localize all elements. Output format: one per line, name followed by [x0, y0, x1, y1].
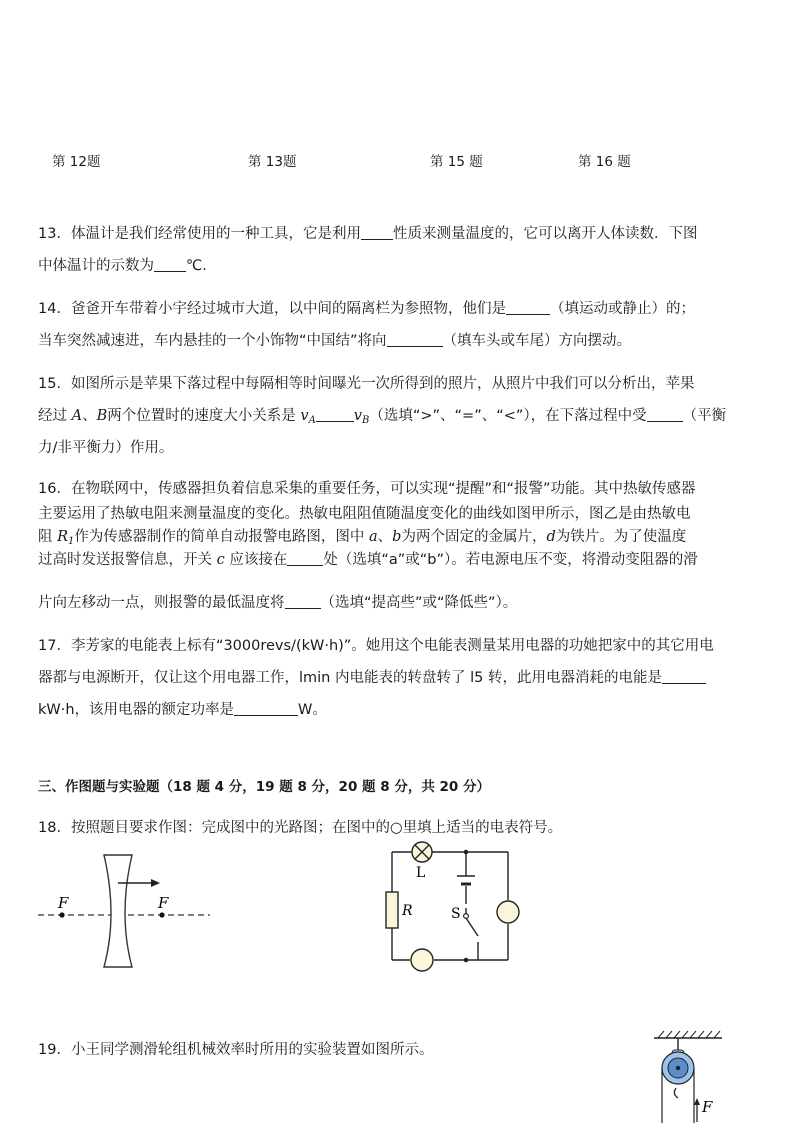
q14-line-1: 14．爸爸开车带着小宇经过城市大道，以中间的隔离栏为参照物，他们是 （填运动或静止）的； [38, 301, 695, 317]
resistor-label: R [402, 903, 413, 919]
q14-blank-2[interactable] [387, 332, 443, 347]
meter-circle-right[interactable] [497, 901, 519, 923]
junction-dot [464, 850, 469, 855]
q15-blank-1[interactable] [316, 407, 354, 422]
resistor-icon [386, 892, 398, 928]
q13-line-2: 中体温计的示数为 ℃. [38, 258, 207, 274]
pulley-axle [676, 1066, 680, 1070]
q16-line-1: 16．在物联网中，传感器担负着信息采集的重要任务，可以实现“提醒”和“报警”功能。其中热敏传感器 [38, 481, 696, 497]
q13-line-1: 13．体温计是我们经常使用的一种工具，它是利用 性质来测量温度的，它可以离开人体读数．下图 [38, 226, 698, 242]
q16-line-5: 片向左移动一点，则报警的最低温度将 （选填“提高些”或“降低些”）。 [38, 595, 518, 611]
q15-line-2: 经过 A、B两个位置时的速度大小关系是 $v_A$ $v_B$（选填“>”、“=”、“<”），在下落过程中受 （平衡 [38, 408, 727, 426]
q15-blank-2[interactable] [647, 407, 683, 422]
q16-blank-1[interactable] [287, 551, 323, 566]
q18-text: 18．按照题目要求作图：完成图中的光路图；在图中的○里填上适当的电表符号。 [38, 820, 563, 836]
focal-label-left: F [58, 894, 69, 912]
q19-text: 19．小王同学测滑轮组机械效率时所用的实验装置如图所示。 [38, 1042, 434, 1058]
q15-line-3: 力/非平衡力）作用。 [38, 440, 174, 456]
focal-point-right [159, 912, 164, 917]
ray-arrow-icon [151, 879, 160, 887]
switch-label: S [451, 906, 461, 922]
q16-line-3: 阻 $R_1$作为传感器制作的简单自动报警电路图，图中 a、b为两个固定的金属片，d为铁片。为了使温度 [38, 529, 687, 547]
circuit-figure [378, 836, 524, 978]
q17-blank-1[interactable] [662, 669, 706, 684]
q13-blank-2[interactable] [154, 257, 186, 272]
section-3-heading: 三、作图题与实验题（18 题 4 分，19 题 8 分，20 题 8 分，共 20 分） [38, 779, 491, 795]
q17-line-2: 器都与电源断开，仅让这个用电器工作，lmin 内电能表的转盘转了 l5 转，此用电器消耗的电能是 [38, 666, 706, 687]
q16-line-4: 过高时发送报警信息，开关 c 应该接在 处（选填“a”或“b”）。若电源电压不变，将滑动变阻器的滑 [38, 552, 698, 568]
junction-dot [464, 958, 469, 963]
concave-lens-figure [34, 845, 214, 975]
caption-fig-15: 第 15 题 [430, 154, 483, 170]
q17-line-1: 17．李芳家的电能表上标有“3000revs/(kW·h)”。她用这个电能表测量某用电器的功她把家中的其它用电 [38, 638, 714, 654]
pulley-figure [650, 1030, 730, 1123]
q15-line-1: 15．如图所示是苹果下落过程中每隔相等时间曝光一次所得到的照片，从照片中我们可以分析出，苹果 [38, 376, 695, 392]
force-arrow-icon [694, 1098, 700, 1105]
concave-lens [104, 855, 132, 967]
caption-fig-13: 第 13题 [248, 154, 297, 170]
q13-blank-1[interactable] [361, 225, 393, 240]
q16-blank-2[interactable] [285, 594, 321, 609]
focal-label-right: F [158, 894, 169, 912]
hook-icon [674, 1088, 678, 1098]
focal-point-left [59, 912, 64, 917]
caption-fig-16: 第 16 题 [578, 154, 631, 170]
force-label: F [702, 1098, 713, 1116]
q14-line-2: 当车突然减速进，车内悬挂的一个小饰物“中国结”将向 （填车头或车尾）方向摆动。 [38, 333, 632, 349]
lamp-label: L [416, 865, 426, 881]
switch-contact [464, 914, 469, 919]
q14-blank-1[interactable] [506, 300, 550, 315]
caption-fig-12: 第 12题 [52, 154, 101, 170]
meter-circle-bottom[interactable] [411, 949, 433, 971]
q17-line-3: kW·h，该用电器的额定功率是 W。 [38, 702, 327, 718]
q16-line-2: 主要运用了热敏电阻来测量温度的变化。热敏电阻阻值随温度变化的曲线如图甲所示，图乙是由热敏电 [38, 506, 691, 522]
q17-blank-2[interactable] [234, 701, 298, 716]
